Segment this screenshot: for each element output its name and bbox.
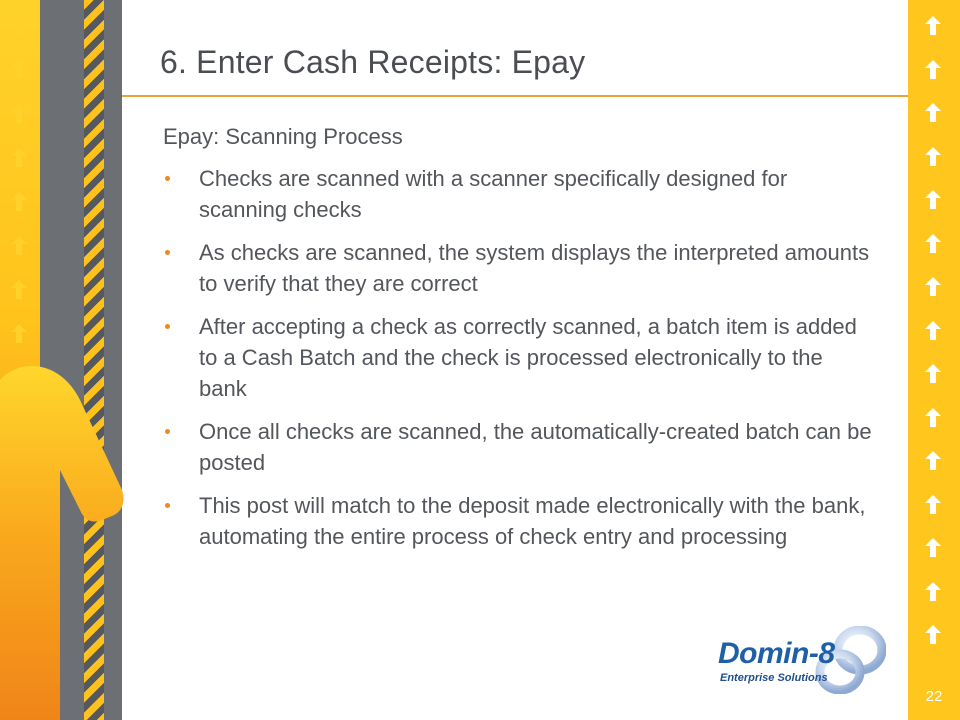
bullet-dot-icon: [165, 503, 170, 508]
bullet-dot-icon: [165, 324, 170, 329]
logo-name: Domin-8: [718, 637, 835, 670]
up-arrow-icon: [922, 319, 944, 342]
up-arrow-icon: [922, 101, 944, 124]
up-arrow-icon: [8, 190, 30, 213]
up-arrow-icon: [922, 406, 944, 429]
bullet-item: [163, 490, 873, 552]
up-arrow-icon: [922, 493, 944, 516]
up-arrow-icon: [922, 188, 944, 211]
bullet-dot-icon: [165, 176, 170, 181]
bullet-item: [163, 237, 873, 299]
up-arrow-icon: [8, 146, 30, 169]
bullet-item: [163, 311, 873, 404]
bullet-item: [163, 163, 873, 225]
bullet-text: This post will match to the deposit made electronically with the bank, automating the entire process of check entry and processing: [199, 493, 866, 549]
up-arrow-icon: [8, 102, 30, 125]
up-arrow-icon: [8, 14, 30, 37]
up-arrow-icon: [922, 536, 944, 559]
up-arrow-icon: [8, 234, 30, 257]
right-arrow-column: [922, 14, 944, 646]
up-arrow-icon: [922, 580, 944, 603]
bullet-text: Once all checks are scanned, the automatically-created batch can be posted: [199, 419, 872, 475]
logo-tagline: Enterprise Solutions: [720, 672, 828, 684]
up-arrow-icon: [922, 14, 944, 37]
bullet-item: [163, 416, 873, 478]
bullet-text: As checks are scanned, the system displays the interpreted amounts to verify that they are correct: [199, 240, 870, 296]
up-arrow-icon: [922, 58, 944, 81]
up-arrow-icon: [8, 322, 30, 345]
title-divider: [122, 95, 908, 97]
big-curved-arrow-icon: [0, 340, 130, 720]
bullet-text: Checks are scanned with a scanner specifically designed for scanning checks: [199, 166, 788, 222]
company-logo: [718, 626, 888, 696]
left-arrow-column: [8, 14, 30, 345]
up-arrow-icon: [922, 449, 944, 472]
slide-title: 6. Enter Cash Receipts: Epay: [160, 44, 586, 80]
up-arrow-icon: [922, 232, 944, 255]
up-arrow-icon: [8, 278, 30, 301]
slide-subtitle: Epay: Scanning Process: [163, 124, 403, 149]
bullet-list: [163, 163, 873, 564]
bullet-text: After accepting a check as correctly scanned, a batch item is added to a Cash Batch and the check is processed electronically to the bank: [199, 314, 857, 401]
up-arrow-icon: [922, 623, 944, 646]
up-arrow-icon: [922, 145, 944, 168]
up-arrow-icon: [922, 275, 944, 298]
up-arrow-icon: [8, 58, 30, 81]
bullet-dot-icon: [165, 429, 170, 434]
page-number: 22: [925, 688, 943, 705]
bullet-dot-icon: [165, 250, 170, 255]
up-arrow-icon: [922, 362, 944, 385]
